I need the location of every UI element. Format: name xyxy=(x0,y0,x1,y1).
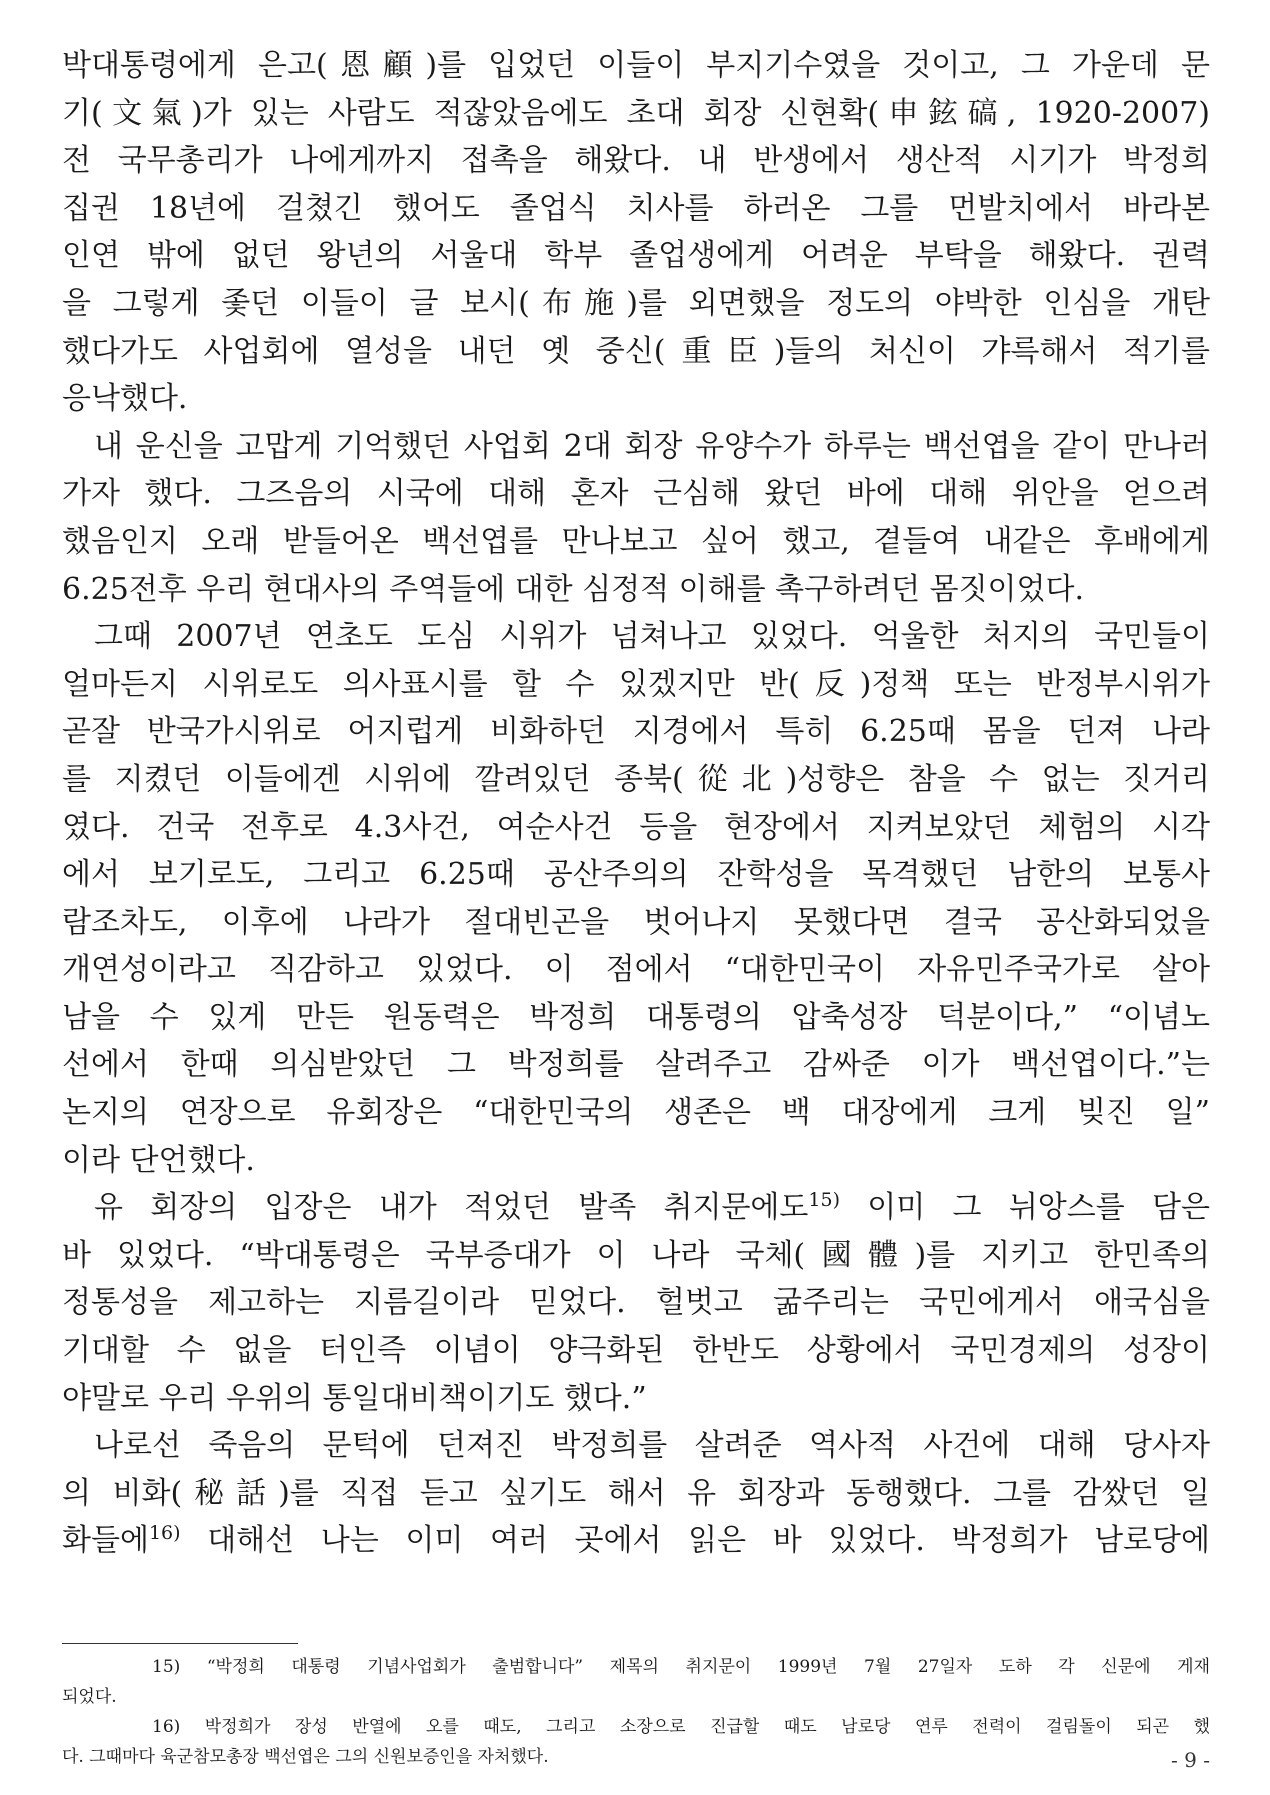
text-line-text: 가자 했다. 그즈음의 시국에 대해 혼자 근심해 왔던 바에 대해 위안을 얻으려 xyxy=(62,476,1210,512)
text-line xyxy=(62,185,1210,233)
text-line-text: 얼마든지 시위로도 의사표시를 할 수 있겠지만 반(反)정책 또는 반정부시위가 xyxy=(62,666,1210,702)
text-line-text: 그때 2007년 연초도 도심 시위가 넘쳐나고 있었다. 억울한 처지의 국민들이 xyxy=(94,619,1210,655)
text-line-text: 했음인지 오래 받들어온 백선엽를 만나보고 싶어 했고, 곁들여 내같은 후배에게 xyxy=(62,523,1210,559)
text-line xyxy=(62,423,1210,471)
footnotes xyxy=(62,1652,1210,1772)
text-line-text: 곧잘 반국가시위로 어지럽게 비화하던 지경에서 특히 6.25때 몸을 던져 나라 xyxy=(62,714,1210,750)
text-line-text: 이라 단언했다. xyxy=(62,1142,255,1178)
text-line xyxy=(62,1184,1210,1232)
text-line xyxy=(62,375,1210,423)
text-line-text: 6.25전후 우리 현대사의 주역들에 대한 심정적 이해를 촉구하려던 몸짓이었다. xyxy=(62,571,1085,607)
text-line-text: 바 있었다. “박대통령은 국부증대가 이 나라 국체(國體)를 지키고 한민족의 xyxy=(62,1237,1210,1273)
footnote-line xyxy=(62,1682,1210,1712)
text-line-text: 야말로 우리 우위의 통일대비책이기도 했다.” xyxy=(62,1380,647,1416)
text-line-text: 를 지켰던 이들에겐 시위에 깔려있던 종북(從北)성향은 참을 수 없는 짓거리 xyxy=(62,761,1210,797)
text-line xyxy=(62,1232,1210,1280)
text-line-text: 기대할 수 없을 터인즉 이념이 양극화된 한반도 상황에서 국민경제의 성장이 xyxy=(62,1333,1210,1369)
text-line xyxy=(62,708,1210,756)
footnote-line xyxy=(62,1742,1210,1772)
text-line-text: 이미 그 뉘앙스를 담은 xyxy=(840,1190,1211,1226)
text-line-text: 화들에 xyxy=(62,1523,149,1559)
text-line xyxy=(62,613,1210,661)
body-text xyxy=(62,42,1210,1565)
text-line xyxy=(62,280,1210,328)
text-line-text: 논지의 연장으로 유회장은 “대한민국의 생존은 백 대장에게 크게 빚진 일” xyxy=(62,1095,1210,1131)
text-line xyxy=(62,1375,1210,1423)
text-line xyxy=(62,1279,1210,1327)
text-line xyxy=(62,232,1210,280)
page-number: - 9 - xyxy=(1171,1748,1210,1772)
footnote-reference: 16) xyxy=(148,1522,181,1545)
text-line-text: 기(文氣)가 있는 사람도 적잖았음에도 초대 회장 신현확(申鉉碻, 1920-2007) xyxy=(62,95,1210,131)
text-line-text: 인연 밖에 없던 왕년의 서울대 학부 졸업생에게 어려운 부탁을 해왔다. 권력 xyxy=(62,238,1210,274)
text-line xyxy=(62,42,1210,90)
text-line-text: 의 비화(秘話)를 직접 듣고 싶기도 해서 유 회장과 동행했다. 그를 감쌌던 일 xyxy=(62,1475,1210,1511)
text-line xyxy=(62,90,1210,138)
text-line xyxy=(62,756,1210,804)
text-line xyxy=(62,470,1210,518)
text-line-text: 정통성을 제고하는 지름길이라 믿었다. 헐벗고 굶주리는 국민에게서 애국심을 xyxy=(62,1285,1210,1321)
footnote-line-text: 15) “박정희 대통령 기념사업회가 출범합니다” 제목의 취지문이 1999년 7월 27일자 도하 각 신문에 게재 xyxy=(152,1657,1210,1677)
text-line-text: 유 회장의 입장은 내가 적었던 발족 취지문에도 xyxy=(94,1190,809,1226)
footnote-reference: 15) xyxy=(808,1189,840,1212)
text-line-text: 였다. 건국 전후로 4.3사건, 여순사건 등을 현장에서 지켜보았던 체험의 시각 xyxy=(62,809,1210,845)
text-line xyxy=(62,328,1210,376)
text-line-text: 응낙했다. xyxy=(62,381,188,417)
footnote-line-text: 되었다. xyxy=(62,1687,117,1707)
text-line-text: 선에서 한때 의심받았던 그 박정희를 살려주고 감싸준 이가 백선엽이다.”는 xyxy=(62,1047,1210,1083)
text-line xyxy=(62,1422,1210,1470)
text-line xyxy=(62,1089,1210,1137)
text-line xyxy=(62,1137,1210,1185)
footnote-line-text: 다. 그때마다 육군참모총장 백선엽은 그의 신원보증인을 자처했다. xyxy=(62,1747,549,1767)
text-line-text: 했다가도 사업회에 열성을 내던 옛 중신(重臣)들의 처신이 갸륵해서 적기를 xyxy=(62,333,1210,369)
footnote-line-text: 16) 박정희가 장성 반열에 오를 때도, 그리고 소장으로 진급할 때도 남로당 연루 전력이 걸림돌이 되곤 했 xyxy=(152,1717,1210,1737)
text-line-text: 대해선 나는 이미 여러 곳에서 읽은 바 있었다. 박정희가 남로당에 xyxy=(180,1523,1210,1559)
text-line xyxy=(62,137,1210,185)
text-line xyxy=(62,1517,1210,1565)
text-line xyxy=(62,518,1210,566)
text-line-text: 을 그렇게 좇던 이들이 글 보시(布施)를 외면했을 정도의 야박한 인심을 개탄 xyxy=(62,285,1210,321)
text-line-text: 박대통령에게 은고(恩顧)를 입었던 이들이 부지기수였을 것이고, 그 가운데 문 xyxy=(62,48,1210,83)
text-line xyxy=(62,804,1210,852)
text-line-text: 남을 수 있게 만든 원동력은 박정희 대통령의 압축성장 덕분이다,” “이념노 xyxy=(62,999,1210,1035)
text-line xyxy=(62,994,1210,1042)
text-line xyxy=(62,899,1210,947)
text-line-text: 람조차도, 이후에 나라가 절대빈곤을 벗어나지 못했다면 결국 공산화되었을 xyxy=(62,904,1210,940)
text-line-text: 집권 18년에 걸쳤긴 했어도 졸업식 치사를 하러온 그를 먼발치에서 바라본 xyxy=(62,190,1210,226)
text-line xyxy=(62,1327,1210,1375)
text-line xyxy=(62,1470,1210,1518)
text-line xyxy=(62,946,1210,994)
footnote-line xyxy=(62,1652,1210,1682)
text-line-text: 나로선 죽음의 문턱에 던져진 박정희를 살려준 역사적 사건에 대해 당사자 xyxy=(94,1428,1210,1464)
text-line xyxy=(62,1041,1210,1089)
text-line xyxy=(62,851,1210,899)
text-line-text: 개연성이라고 직감하고 있었다. 이 점에서 “대한민국이 자유민주국가로 살아 xyxy=(62,952,1210,988)
text-line-text: 에서 보기로도, 그리고 6.25때 공산주의의 잔학성을 목격했던 남한의 보통사 xyxy=(62,857,1210,893)
text-line-text: 내 운신을 고맙게 기억했던 사업회 2대 회장 유양수가 하루는 백선엽을 같이 만나러 xyxy=(94,428,1210,464)
text-line-text: 전 국무총리가 나에게까지 접촉을 해왔다. 내 반생에서 생산적 시기가 박정희 xyxy=(62,143,1210,179)
text-line xyxy=(62,661,1210,709)
text-line xyxy=(62,566,1210,614)
footnote-divider xyxy=(62,1643,298,1644)
footnote-line xyxy=(62,1712,1210,1742)
